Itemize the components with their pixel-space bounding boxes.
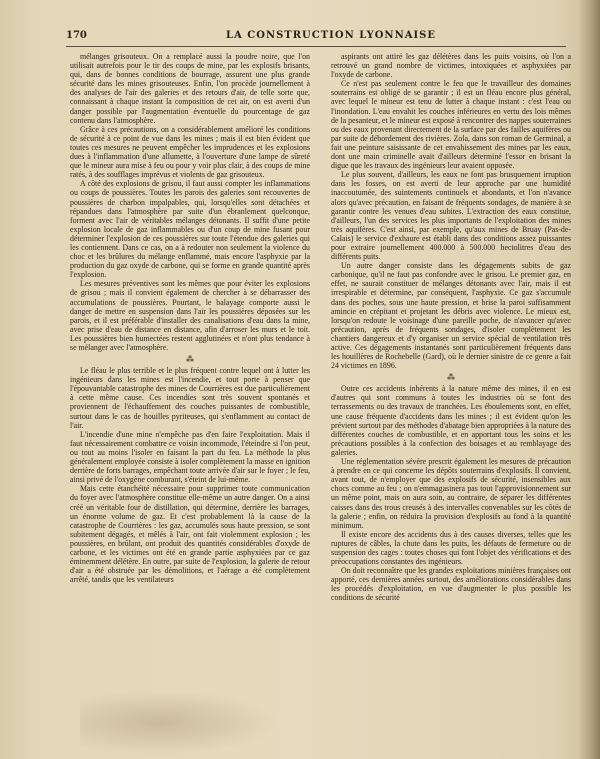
left-column [70, 52, 310, 752]
paragraph: A côté des explosions de grisou, il faut aussi compter les inflammations ou coups de poussières. Toutes les parois des galeries sont recouvertes de poussières de charbon impalpables, qui, lorsqu'elles sont détachées et répandues dans l'atmosphère par suite d'un ébranlement quelconque, forment avec l'air de véritables mélanges détonants. Il suffit d'une petite explosion locale de gaz inflammables ou d'un coup de mine fusant pour déterminer l'explosion de ces poussières sur toute l'étendue des galeries qui les contiennent. Dans ce cas, on a à redouter non seulement la violence du choc et les brûlures du mélange enflammé, mais encore l'asphyxie par la production du gaz oxyde de carbone, qui se forme en grande quantité après l'explosion. [70, 179, 310, 280]
header-rule [66, 46, 566, 47]
paragraph: Ce n'est pas seulement contre le feu que le travailleur des domaines souterrains est obligé de se garantir ; il est un fléau encore plus général, avec lequel le mineur est tenu de lutter à chaque instant : c'est l'eau ou l'inondation. L'eau envahit les couches inférieures en vertu des lois mêmes de la pesanteur, et le mineur est exposé à rencontrer des nappes souterraines ou des eaux provenant directement de la surface par des failles aquifères ou par suite de débordement des rivières. Zola, dans son roman de Germinal, a fait une peinture saisissante de cet envahissement des mines par les eaux, dont une main criminelle avait d'ailleurs déterminé l'essor en brisant la digue que les travaux des ingénieurs leur avaient opposée. [331, 79, 571, 171]
page-number: 170 [66, 30, 87, 41]
paragraph: Outre ces accidents inhérents à la nature même des mines, il en est d'autres qui sont communs à toutes les industries où se font des terrassements ou des travaux de tranchées. Les éboulements sont, en effet, une cause fréquente d'accidents dans les mines ; il est évident qu'on les prévient surtout par des méthodes d'abatage bien appropriées à la nature des différentes couches de combustible, et en apportant tous les soins et les précautions possibles à la confection des boisages et au remblayage des galeries. [331, 384, 571, 457]
right-column [331, 52, 571, 752]
paragraph: L'incendie d'une mine n'empêche pas d'en faire l'exploitation. Mais il faut nécessairement combattre ce voisin incommode, l'éteindre si l'on peut, ou tout au moins l'isoler en faisant la part du feu. La méthode la plus généralement employée consiste à isoler complètement la masse en ignition derrière de forts barrages, empêchant toute arrivée d'air sur le foyer ; le feu, ainsi privé de l'oxygène comburant, s'éteint de lui-même. [70, 429, 310, 485]
section-separator: ⁂ [186, 355, 194, 365]
page-spine-shadow [578, 0, 600, 759]
paragraph: Une réglementation sévère prescrit également les mesures de précaution à prendre en ce qui concerne les dépôts souterrains d'explosifs. Il convient, avant tout, de n'employer que des explosifs de sécurité, insensibles aux chocs comme au feu ; on n'emmagasinera pas tout l'approvisionnement sur un même point, mais on aura soin, au contraire, de séparer les différentes caisses dans des trous creusés à des intervalles convenables sur les côtés de la galerie ; enfin, on réduira la provision d'explosifs au fond à la quantité minimum. [331, 457, 571, 530]
paragraph: aspirants ont attiré les gaz délétères dans les puits voisins, où l'on a retrouvé un grand nombre de victimes, intoxiquées et asphyxiées par l'oxyde de carbone. [331, 52, 571, 80]
paragraph: Grâce à ces précautions, on a considérablement amélioré les conditions de sécurité à ce point de vue dans les mines ; mais il est bien évident que toutes ces mesures ne peuvent empêcher les imprudences et les explosions dues à l'inflammation d'une allumette, à l'ouverture d'une lampe de sûreté que le mineur aura mise à feu ou pour y voir plus clair, à des coups de mine ratés, à des soufflages imprévus et violents de gaz grisouteux. [70, 124, 310, 180]
paragraph: Il existe encore des accidents dus à des causes diverses, telles que les ruptures de câbles, la chute dans les puits, les défauts de fermeture ou de suspension des cages : toutes choses qui font l'objet des vérifications et des préoccupations constantes des ingénieurs. [331, 529, 571, 567]
paragraph: Les mesures préventives sont les mêmes que pour éviter les explosions de grisou ; mais il convient également de chercher à se débarrasser des accumulations de poussières. Pourtant, le balayage comporte aussi le danger de mettre en suspension dans l'air les poussières déposées sur les parois, et il est préférable d'installer des canalisations d'eau dans la mine, avec prise d'eau de distance en distance, afin d'arroser les murs et le toit. Les poussières bien humectées restent agglutinées et n'ont plus tendance à se mélanger avec l'atmosphère. [70, 279, 310, 352]
paragraph: mélanges grisouteux. On a remplacé aussi la poudre noire, que l'on utilisait autrefois pour le tir des coups de mine, par les explosifs brisants, qui, dans de bonnes conditions de bourrage, assurent une plus grande sécurité dans les mines grisouteuses. Enfin, l'on procède journellement à des analyses de l'air des galeries et des retours d'air, de telle sorte que, connaissant à chaque instant la composition de cet air, on est averti d'un danger possible par l'augmentation éventuelle du pourcentage de gaz contenu dans l'atmosphère. [70, 52, 310, 125]
paragraph: Le fléau le plus terrible et le plus fréquent contre lequel ont à lutter les ingénieurs dans les mines est l'incendie, et tout porte à penser que l'épouvantable catastrophe des mines de Courrières est due particulièrement à cette même cause. Ces incendies sont très souvent spontanés et proviennent de l'échauffement des couches puissantes de combustible, surtout dans le cas de houilles pyriteuses, qui s'enflamment au contact de l'air. [70, 366, 310, 430]
journal-title: LA CONSTRUCTION LYONNAISE [226, 30, 436, 41]
section-separator: ⁂ [447, 373, 455, 383]
running-header [66, 30, 566, 46]
paragraph: Le plus souvent, d'ailleurs, les eaux ne font pas brusquement irruption dans les fosses, on est averti de leur approche par une humidité inaccoutumée, des suintements continuels et abondants, et l'on n'avance alors qu'avec précaution, en faisant de fréquents sondages, de manière à se garantir contre les venues d'eau subites. L'extraction des eaux constitue, d'ailleurs, l'un des services les plus importants de l'exploitation des mines très aquifères. C'est ainsi, par exemple, qu'aux mines de Bruay (Pas-de-Calais) le service d'exhaure est établi dans des conditions assez puissantes pour extraire journellement 400.000 à 500.000 hectolitres d'eau des différents puits. [331, 170, 571, 262]
paragraph: Un autre danger consiste dans les dégagements subits de gaz carbonique, qu'il ne faut pas confondre avec le grisou. Le premier gaz, en effet, ne saurait constituer de mélanges détonants avec l'air, mais il est irrespirable et détermine, par conséquent, l'asphyxie. Ce gaz s'accumule dans des poches, sous une haute pression, et brise la paroi suffisamment amincie en crépitant et projetant les débris avec violence. Le mieux est, lorsqu'on redoute le voisinage d'une pareille poche, de n'avancer qu'avec précaution, après de fréquents sondages, d'isoler complètement les chantiers dangereux et d'y organiser un service spécial de ventilation très active. Ces dégagements instantanés sont particulièrement fréquents dans les houillères de Rochebelle (Gard), où le dernier sinistre de ce genre a fait 24 victimes en 1896. [331, 261, 571, 371]
paragraph: On doit reconnaître que les grandes exploitations minières françaises ont apporté, ces dernières années surtout, des améliorations considérables dans les procédés d'exploitation, en vue d'augmenter le plus possible les conditions de sécurité [331, 566, 571, 603]
paragraph: Mais cette étanchéité nécessaire pour supprimer toute communication du foyer avec l'atmosphère constitue elle-même un autre danger. On a ainsi créé un véritable four de distillation, qui détermine, derrière les barrages, un énorme volume de gaz. Et c'est probablement là la cause de la catastrophe de Courrières : les gaz, accumulés sous haute pression, se sont subitement dégagés, et mêlés à l'air, ont fait violemment explosion ; les poussières, en brûlant, ont produit des quantités considérables d'oxyde de carbone, et les victimes ont été en grande partie asphyxiées par ce gaz éminemment délétère. En outre, par suite de l'explosion, la galerie de retour d'air a été obstruée par les démolitions, et l'aérage a été complètement arrêté, tandis que les ventilateurs [70, 484, 310, 585]
